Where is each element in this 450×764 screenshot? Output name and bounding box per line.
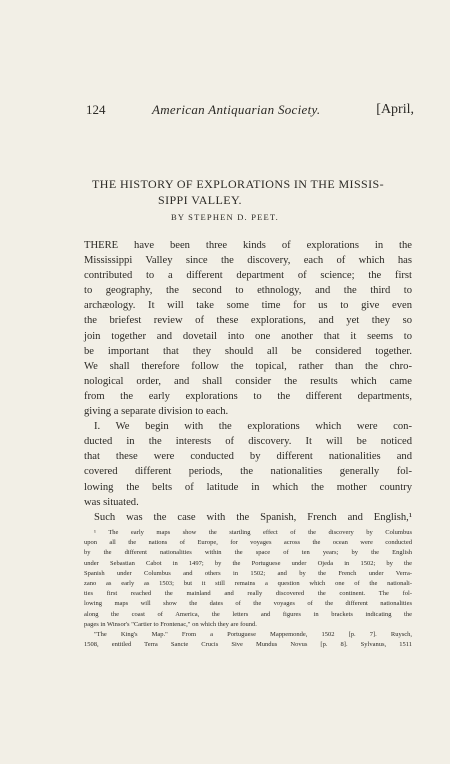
footnote-line: ties first reached the mainland and really discovered the continent. The fol- (84, 590, 412, 598)
footnote-line: upon all the nations of Europe, for voyages across the ocean were conducted (84, 539, 412, 547)
body-line: giving a separate division to each. (84, 406, 229, 418)
body-line: the briefest review of these explorations, and yet they so (84, 315, 412, 327)
body-line: We shall therefore follow the topical, rather than the chro- (84, 360, 412, 372)
footnote-line: Spanish under Columbus and others in 1502; and by the French under Verra- (84, 569, 412, 577)
footnote-line: lowing maps will show the dates of the voyages of the different nationalities (84, 600, 412, 608)
footnote-line: by the different nationalities within the space of ten years; by the English (84, 549, 412, 557)
body-line: join together and dovetail into one another that it seems to (84, 330, 412, 342)
body-line: that these were conducted by different nationalities and (84, 451, 412, 463)
author-byline: BY STEPHEN D. PEET. (170, 212, 280, 222)
body-line: from the early explorations to the different departments, (84, 390, 412, 402)
paragraph-continuation (84, 510, 412, 525)
body-line: Such was the case with the Spanish, French and English,¹ (94, 511, 412, 523)
footnote-line: pages in Winsor's "Cartier to Frontenac," on which they are found. (84, 620, 257, 628)
page-number: 124 (86, 102, 106, 117)
header-month: [April, (376, 102, 414, 117)
article-title-line-1: THE HISTORY OF EXPLORATIONS IN THE MISSIS- (92, 177, 384, 191)
footnote-line: along the coast of America, the letters and figures in brackets indicating the (84, 610, 412, 618)
body-line: I. We begin with the explorations which were con- (94, 421, 412, 433)
body-line: lowing the belts of latitude in which the mother country (84, 481, 412, 493)
footnotes (84, 528, 412, 650)
paragraph-intro (84, 238, 412, 419)
body-line: archæology. It will take some time for us to give even (84, 300, 412, 312)
body-line: contributed to a different department of science; the first (84, 270, 412, 282)
body-line: be important that they should all be considered together. (84, 345, 412, 357)
body-line: ducted in the interests of discovery. It will be noticed (84, 436, 412, 448)
footnote-line: "The King's Map." From a Portuguese Mappemonde, 1502 [p. 7]. Ruysch, (94, 631, 412, 639)
footnote-line: 1508, entitled Terra Sancte Crucis Sive Mundus Novus [p. 8]. Sylvanus, 1511 (84, 641, 412, 649)
body-line: THERE have been three kinds of explorations in the (84, 240, 412, 251)
body-line: to geography, the second to ethnology, and the third to (84, 285, 412, 297)
paragraph-section-1 (84, 419, 412, 510)
footnote-line: zano as early as 1503; but it still remains a question which one of the nationali- (84, 580, 412, 588)
body-line: was situated. (84, 496, 139, 508)
body-line: Mississippi Valley since the discovery, each of which has (84, 255, 412, 267)
footnote-line: under Sebastian Cabot in 1497; by the Portuguese under Ojeda in 1502; by the (84, 559, 412, 567)
running-title: American Antiquarian Society. (152, 102, 321, 117)
article-body (84, 238, 412, 525)
body-line: nological order, and shall consider the results which came (84, 375, 412, 387)
article-title-line-2: SIPPI VALLEY. (158, 193, 242, 207)
body-line: covered different periods, the nationalities generally fol- (84, 466, 412, 478)
article-title (88, 176, 388, 208)
footnote-line: ¹ The early maps show the startling effect of the discovery by Columbus (94, 529, 412, 536)
